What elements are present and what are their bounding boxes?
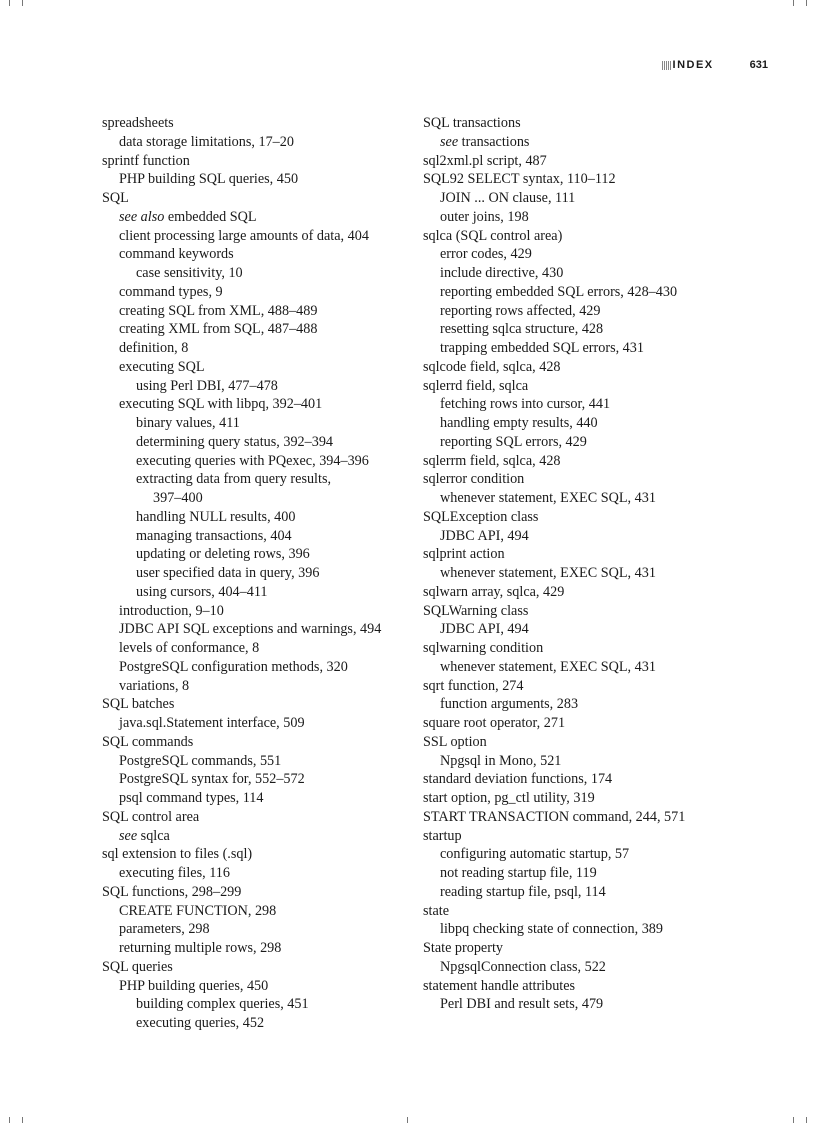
index-entry — [423, 639, 685, 658]
index-entry — [102, 189, 381, 208]
crop-mark — [9, 0, 10, 6]
index-entry — [102, 845, 381, 864]
index-entry-text: definition, 8 — [119, 340, 189, 356]
index-entry-text: spreadsheets — [102, 115, 174, 131]
index-entry — [102, 883, 381, 902]
index-entry-text: using cursors, 404–411 — [136, 583, 268, 600]
index-entry — [102, 695, 381, 714]
index-entry-text: SQL transactions — [423, 115, 521, 131]
cross-reference-label: see — [119, 827, 138, 844]
index-entry-text: managing transactions, 404 — [136, 527, 292, 544]
index-entry — [102, 920, 381, 939]
index-entry — [423, 527, 685, 546]
index-entry-text: NpgsqlConnection class, 522 — [440, 958, 606, 975]
index-entry — [423, 883, 685, 902]
index-entry — [423, 977, 685, 996]
index-entry — [423, 227, 685, 246]
index-entry-text: PostgreSQL configuration methods, 320 — [119, 658, 348, 675]
index-entry-text: SQL queries — [102, 958, 173, 975]
index-entry — [102, 677, 381, 696]
index-entry-text: user specified data in query, 396 — [136, 565, 320, 581]
index-entry-text: java.sql.Statement interface, 509 — [119, 715, 305, 731]
index-entry — [102, 808, 381, 827]
index-entry-text: sql2xml.pl script, 487 — [423, 152, 547, 169]
index-entry-text: PHP building queries, 450 — [119, 977, 269, 994]
index-entry — [102, 170, 381, 189]
index-entry — [102, 377, 381, 396]
index-entry-text: 397–400 — [153, 490, 203, 506]
index-entry-text: sqlerror condition — [423, 471, 525, 488]
index-entry — [423, 395, 685, 414]
index-entry — [102, 414, 381, 433]
index-entry — [102, 620, 381, 639]
index-entry — [423, 114, 685, 133]
index-entry-text: whenever statement, EXEC SQL, 431 — [440, 565, 656, 581]
index-entry-text: SQLException class — [423, 508, 539, 525]
index-entry — [423, 283, 685, 302]
index-entry — [102, 452, 381, 471]
index-entry-text: JOIN ... ON clause, 111 — [440, 190, 576, 206]
index-entry-text: whenever statement, EXEC SQL, 431 — [440, 490, 656, 506]
index-entry — [102, 283, 381, 302]
index-entry-text: SQL functions, 298–299 — [102, 883, 242, 900]
index-entry — [423, 358, 685, 377]
index-entry — [423, 695, 685, 714]
index-entry-text: fetching rows into cursor, 441 — [440, 396, 611, 413]
index-entry-text: statement handle attributes — [423, 977, 576, 994]
index-entry-text: SQL92 SELECT syntax, 110–112 — [423, 171, 616, 188]
index-entry-text: returning multiple rows, 298 — [119, 940, 282, 956]
index-entry-text: reporting embedded SQL errors, 428–430 — [440, 283, 678, 300]
index-entry-text: JDBC API, 494 — [440, 621, 529, 638]
index-entry — [102, 902, 381, 921]
index-entry — [423, 264, 685, 283]
index-entry — [102, 977, 381, 996]
index-entry — [423, 733, 685, 752]
index-entry — [423, 602, 685, 621]
index-entry-text: Npgsql in Mono, 521 — [440, 752, 562, 769]
index-entry — [102, 489, 381, 508]
index-entry-text: handling NULL results, 400 — [136, 508, 296, 525]
index-entry-text: sqlprint action — [423, 546, 505, 563]
index-entry — [102, 958, 381, 977]
index-entry — [102, 339, 381, 358]
index-entry-text: data storage limitations, 17–20 — [119, 133, 294, 150]
index-entry-text: parameters, 298 — [119, 921, 210, 938]
index-entry — [102, 602, 381, 621]
index-entry-text: reading startup file, psql, 114 — [440, 883, 606, 900]
index-column-right — [423, 114, 685, 1014]
index-entry — [102, 1014, 381, 1033]
index-entry-text: binary values, 411 — [136, 415, 240, 431]
index-entry — [102, 208, 381, 227]
index-entry — [423, 827, 685, 846]
crop-mark — [22, 0, 23, 6]
index-entry — [423, 845, 685, 864]
index-entry-text: SQLWarning class — [423, 602, 529, 619]
index-entry — [102, 939, 381, 958]
index-entry-text: sqlwarning condition — [423, 640, 544, 656]
index-entry — [423, 152, 685, 171]
index-entry-text: SQL commands — [102, 733, 194, 750]
index-entry — [102, 733, 381, 752]
index-entry-text: sqrt function, 274 — [423, 677, 524, 694]
index-entry-text: sql extension to files (.sql) — [102, 846, 253, 863]
index-entry-text: start option, pg_ctl utility, 319 — [423, 790, 595, 806]
index-entry-text: reporting SQL errors, 429 — [440, 433, 587, 450]
index-entry-text: extracting data from query results, — [136, 471, 332, 488]
index-entry — [423, 677, 685, 696]
index-entry — [102, 114, 381, 133]
index-entry-text: JDBC API SQL exceptions and warnings, 494 — [119, 621, 382, 638]
cross-reference-label: see also — [119, 208, 165, 225]
index-entry — [102, 470, 381, 489]
index-entry — [423, 208, 685, 227]
index-entry — [102, 245, 381, 264]
index-entry-text: executing SQL — [119, 358, 205, 375]
index-entry — [102, 789, 381, 808]
index-entry-text: state — [423, 902, 449, 919]
index-entry-text: startup — [423, 827, 462, 844]
index-entry-text: SQL — [102, 190, 129, 206]
index-entry — [423, 470, 685, 489]
index-entry — [423, 545, 685, 564]
index-entry — [102, 320, 381, 339]
index-entry-text: PHP building SQL queries, 450 — [119, 171, 299, 188]
index-entry-text: levels of conformance, 8 — [119, 640, 260, 656]
index-entry — [102, 770, 381, 789]
section-title: INDEX — [672, 59, 714, 71]
index-entry-text: command keywords — [119, 246, 234, 263]
index-entry-text: function arguments, 283 — [440, 696, 579, 713]
page-number: 631 — [749, 59, 768, 71]
index-entry-text: client processing large amounts of data, 404 — [119, 227, 369, 244]
header-marker-icon — [662, 61, 671, 70]
index-entry — [423, 583, 685, 602]
index-entry — [423, 770, 685, 789]
index-entry-text: whenever statement, EXEC SQL, 431 — [440, 658, 656, 675]
index-entry-text: State property — [423, 940, 503, 956]
index-entry — [102, 508, 381, 527]
index-entry — [102, 564, 381, 583]
index-entry-text: sqlca — [137, 827, 170, 844]
index-entry — [423, 245, 685, 264]
index-entry — [102, 227, 381, 246]
running-header — [662, 59, 768, 71]
index-entry — [423, 752, 685, 771]
index-entry — [102, 133, 381, 152]
index-entry — [423, 658, 685, 677]
index-entry — [102, 545, 381, 564]
index-entry — [102, 639, 381, 658]
index-entry — [423, 433, 685, 452]
index-entry-text: introduction, 9–10 — [119, 602, 224, 619]
index-entry-text: not reading startup file, 119 — [440, 865, 597, 881]
index-entry — [423, 320, 685, 339]
index-entry-text: sqlerrd field, sqlca — [423, 377, 529, 394]
index-entry-text: outer joins, 198 — [440, 208, 529, 225]
index-entry — [423, 189, 685, 208]
index-entry-text: executing files, 116 — [119, 865, 230, 881]
index-entry-text: embedded SQL — [164, 208, 257, 225]
crop-mark — [407, 1117, 408, 1123]
index-entry-text: Perl DBI and result sets, 479 — [440, 996, 604, 1013]
index-entry-text: determining query status, 392–394 — [136, 433, 334, 450]
index-entry — [423, 170, 685, 189]
index-entry — [102, 433, 381, 452]
index-entry — [102, 714, 381, 733]
index-entry-text: CREATE FUNCTION, 298 — [119, 902, 277, 919]
index-entry-text: configuring automatic startup, 57 — [440, 846, 630, 863]
index-entry-text: command types, 9 — [119, 283, 223, 300]
index-entry — [102, 264, 381, 283]
index-entry-text: reporting rows affected, 429 — [440, 302, 601, 319]
index-entry-text: libpq checking state of connection, 389 — [440, 921, 663, 938]
crop-mark — [806, 0, 807, 6]
index-entry — [102, 864, 381, 883]
index-entry-text: creating SQL from XML, 488–489 — [119, 302, 318, 319]
index-entry-text: PostgreSQL syntax for, 552–572 — [119, 771, 305, 788]
index-entry — [102, 583, 381, 602]
index-entry-text: START TRANSACTION command, 244, 571 — [423, 808, 686, 825]
index-entry — [423, 902, 685, 921]
index-entry — [423, 452, 685, 471]
index-entry — [423, 489, 685, 508]
index-entry-text: square root operator, 271 — [423, 715, 566, 731]
index-entry — [102, 152, 381, 171]
index-entry — [423, 995, 685, 1014]
index-entry — [423, 302, 685, 321]
index-entry-text: include directive, 430 — [440, 265, 564, 281]
index-entry — [102, 395, 381, 414]
index-entry-text: sqlcode field, sqlca, 428 — [423, 358, 561, 375]
index-entry-text: creating XML from SQL, 487–488 — [119, 321, 318, 338]
index-entry-text: variations, 8 — [119, 677, 190, 694]
index-entry-text: resetting sqlca structure, 428 — [440, 321, 604, 338]
index-entry — [423, 864, 685, 883]
index-entry — [102, 995, 381, 1014]
index-entry-text: sqlerrm field, sqlca, 428 — [423, 452, 561, 469]
index-entry-text: building complex queries, 451 — [136, 996, 309, 1013]
index-entry — [423, 377, 685, 396]
crop-mark — [793, 0, 794, 6]
index-entry-text: sqlwarn array, sqlca, 429 — [423, 583, 565, 600]
index-entry-text: executing queries with PQexec, 394–396 — [136, 452, 369, 469]
index-entry — [102, 752, 381, 771]
crop-mark — [793, 1117, 794, 1123]
index-entry — [423, 789, 685, 808]
index-entry — [423, 620, 685, 639]
index-entry-text: SSL option — [423, 733, 487, 750]
crop-mark — [9, 1117, 10, 1123]
index-entry — [423, 808, 685, 827]
index-entry — [423, 508, 685, 527]
cross-reference-label: see — [440, 133, 459, 150]
index-entry — [102, 302, 381, 321]
index-entry-text: executing queries, 452 — [136, 1015, 265, 1031]
index-entry — [102, 358, 381, 377]
index-entry — [423, 414, 685, 433]
index-entry — [423, 339, 685, 358]
index-entry-text: trapping embedded SQL errors, 431 — [440, 340, 644, 356]
index-entry-text: JDBC API, 494 — [440, 527, 529, 544]
crop-mark — [806, 1117, 807, 1123]
index-entry-text: SQL control area — [102, 808, 200, 825]
index-entry-text: using Perl DBI, 477–478 — [136, 377, 278, 394]
index-entry — [423, 133, 685, 152]
index-entry — [102, 827, 381, 846]
index-entry-text: standard deviation functions, 174 — [423, 771, 613, 788]
index-entry — [423, 939, 685, 958]
index-entry — [423, 714, 685, 733]
index-entry-text: sprintf function — [102, 152, 190, 169]
index-entry-text: case sensitivity, 10 — [136, 265, 243, 281]
index-entry-text: updating or deleting rows, 396 — [136, 546, 310, 563]
index-entry — [102, 527, 381, 546]
index-entry-text: error codes, 429 — [440, 246, 532, 263]
index-entry-text: psql command types, 114 — [119, 790, 264, 806]
index-column-left — [102, 114, 381, 1033]
index-entry — [423, 958, 685, 977]
index-entry — [102, 658, 381, 677]
index-entry-text: transactions — [458, 133, 530, 150]
index-entry-text: handling empty results, 440 — [440, 415, 598, 431]
index-entry-text: executing SQL with libpq, 392–401 — [119, 396, 323, 413]
crop-mark — [22, 1117, 23, 1123]
index-entry — [423, 920, 685, 939]
index-entry-text: PostgreSQL commands, 551 — [119, 752, 282, 769]
index-entry-text: SQL batches — [102, 696, 175, 713]
index-entry-text: sqlca (SQL control area) — [423, 227, 563, 244]
index-entry — [423, 564, 685, 583]
